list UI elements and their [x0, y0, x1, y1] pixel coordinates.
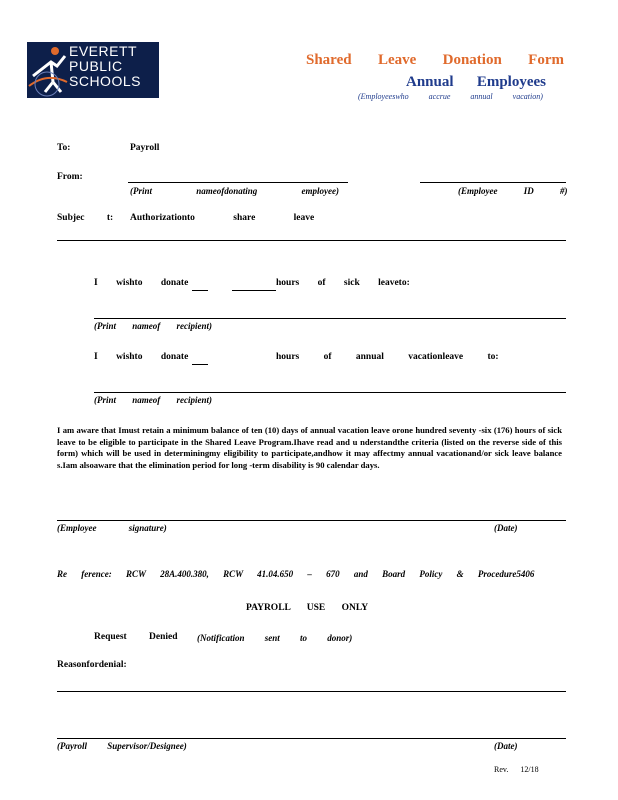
payroll-signature-caption: (Payroll Supervisor/Designee) — [57, 741, 187, 751]
sick-blank-1[interactable] — [192, 290, 208, 291]
employee-id-caption: (Employee ID #) — [458, 186, 568, 196]
payroll-date-caption: (Date) — [494, 741, 518, 751]
vacation-donate-text: I wishto donate — [94, 352, 189, 362]
print-name-caption: (Print nameofdonating employee) — [130, 186, 339, 196]
sick-recipient-caption: (Print nameof recipient) — [94, 321, 212, 331]
employee-date-caption: (Date) — [494, 523, 518, 533]
sick-recipient-line[interactable] — [94, 318, 566, 319]
employee-signature-line[interactable] — [57, 520, 566, 521]
employee-signature-caption: (Employee signature) — [57, 523, 167, 533]
subject-value: Authorizationto share leave — [130, 213, 315, 223]
district-logo — [27, 42, 159, 98]
revision-label: Rev. 12/18 — [494, 765, 539, 774]
employee-id-line[interactable] — [420, 182, 566, 183]
vacation-recipient-caption: (Print nameof recipient) — [94, 395, 212, 405]
star-figure-icon — [27, 42, 69, 98]
subject-line — [57, 240, 566, 241]
form-subtitle: Annual Employees — [406, 74, 546, 90]
form-title: Shared Leave Donation Form — [306, 52, 564, 68]
sick-donate-text: I wishto donate — [94, 278, 189, 288]
to-value: Payroll — [130, 143, 160, 153]
reference-text: Re ference: RCW 28A.400.380, RCW 41.04.650 – 670 and Board Policy & Procedure5406 — [57, 569, 535, 579]
reason-label: Reasonfordenial: — [57, 660, 127, 670]
request-label: Request — [94, 632, 127, 642]
sick-hours-line[interactable] — [232, 290, 276, 291]
vacation-recipient-line[interactable] — [94, 392, 566, 393]
sick-hours-text: hours of sick leaveto: — [276, 278, 410, 288]
donor-name-line[interactable] — [128, 182, 348, 183]
eligibility-statement: I am aware that Imust retain a minimum balance of ten (10) days of annual vacation leave orone hundred seventy -six (176) hours of sick leave to be eligible to participate in the Shared Leave Program.Ihave read and u nderstandthe criteria (listed on the reverse side of this form) which will be used in determiningmy eligibility to participate,andhow it may affectmy annual vacationand/or sick leave balance s.Iam alsoaware that the elimination period for long -term disability is 90 calendar days. — [57, 425, 562, 470]
payroll-signature-line[interactable] — [57, 738, 566, 739]
vacation-hours-text: hours of annual vacationleave to: — [276, 352, 499, 362]
denied-label: Denied — [149, 632, 178, 642]
notification-note: (Notification sent to donor) — [197, 633, 353, 643]
vacation-blank-1[interactable] — [192, 364, 208, 365]
from-label: From: — [57, 172, 83, 182]
to-label: To: — [57, 143, 71, 153]
payroll-use-header: PAYROLL USE ONLY — [246, 603, 369, 613]
employee-note: (Employeeswho accrue annual vacation) — [358, 92, 543, 101]
subject-label: Subjec t: — [57, 213, 114, 223]
logo-text: EVERETT PUBLIC SCHOOLS — [69, 43, 141, 89]
reason-line[interactable] — [57, 691, 566, 692]
